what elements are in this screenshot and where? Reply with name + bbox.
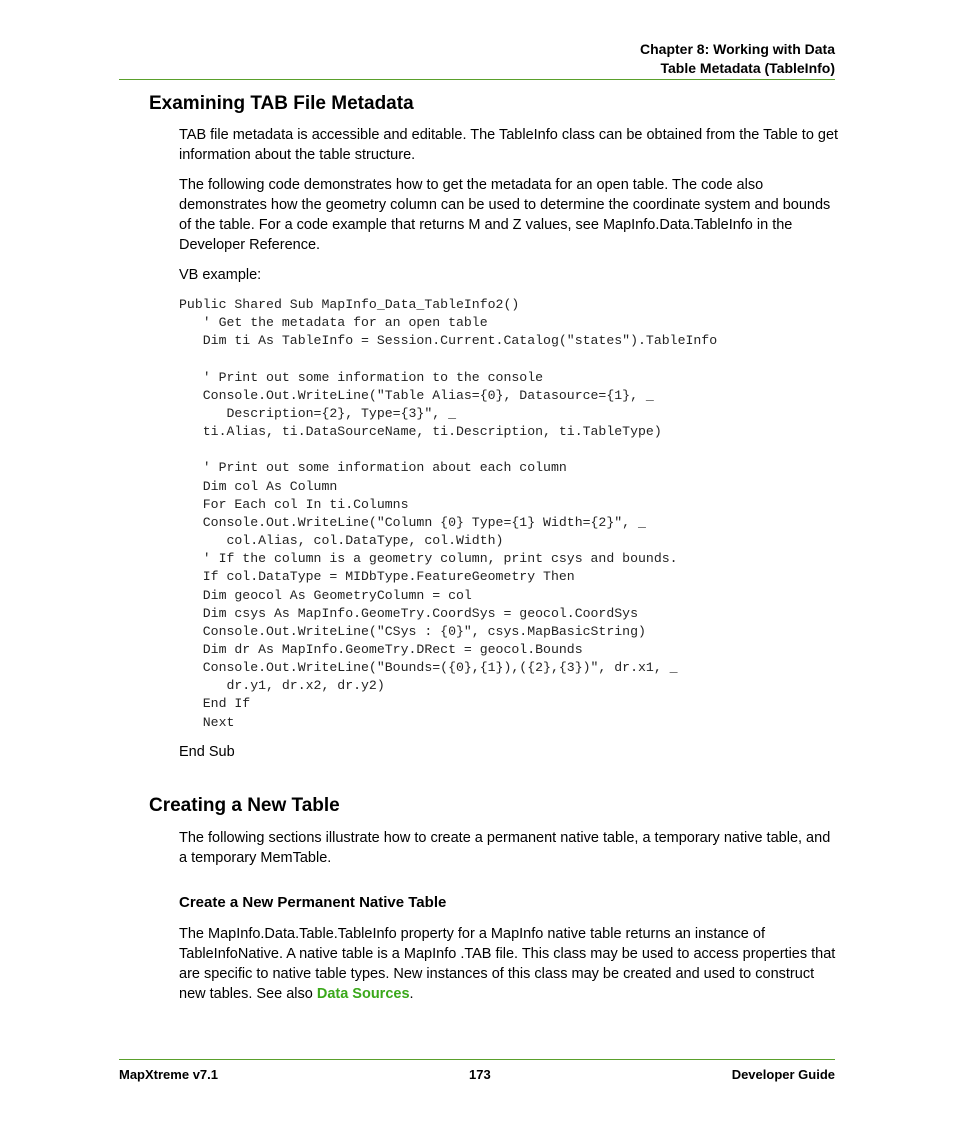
section-title: Table Metadata (TableInfo) xyxy=(660,60,835,76)
data-sources-link[interactable]: Data Sources xyxy=(316,986,410,1002)
footer-page-number: 173 xyxy=(469,1067,491,1082)
paragraph: TAB file metadata is accessible and editable. The TableInfo class can be obtained from the Table to get information about the table structure. xyxy=(179,127,839,163)
heading-examining-tab: Examining TAB File Metadata xyxy=(149,93,414,114)
code-block: Public Shared Sub MapInfo_Data_TableInfo2() ' Get the metadata for an open table Dim ti As TableInfo = Session.Current.Catalog("states").TableInfo ' Print out some information to the console Console.Out.WriteLine("Table Alias={0}, Datasource={1}, _ Description={2}, Type={3}", _ ti.Alias, ti.DataSourceName, ti.Description, ti.TableType) ' Print out some information about each column Dim col As Column For Each col In ti.Columns Console.Out.WriteLine("Column {0} Type={1} Width={2}", _ col.Alias, col.DataType, col.Width) ' If the column is a geometry column, print csys and bounds. If col.DataType = MIDbType.FeatureGeometry Then Dim geocol As GeometryColumn = col Dim csys As MapInfo.GeomeTry.CoordSys = geocol.CoordSys Console.Out.WriteLine("CSys : {0}", csys.MapBasicString) Dim dr As MapInfo.GeomeTry.DRect = geocol.Bounds Console.Out.WriteLine("Bounds=({0},{1}),({2},{3})", dr.x1, _ dr.y1, dr.x2, dr.y2) End If Next xyxy=(179,297,718,730)
running-header xyxy=(640,40,835,78)
footer-guide: Developer Guide xyxy=(731,1067,835,1082)
paragraph-end: . xyxy=(409,986,414,1002)
paragraph: The following code demonstrates how to get the metadata for an open table. The code also demonstrates how the geometry column can be used to determine the coordinate system and bounds of the table. For a code example that returns M and Z values, see MapInfo.Data.TableInfo in the Developer Reference. xyxy=(179,177,831,253)
footer-rule xyxy=(119,1059,835,1060)
footer-product: MapXtreme v7.1 xyxy=(119,1067,218,1082)
paragraph: The following sections illustrate how to create a permanent native table, a temporary native table, and a temporary MemTable. xyxy=(179,830,831,866)
header-rule xyxy=(119,79,835,80)
paragraph: VB example: xyxy=(179,267,262,283)
subheading-permanent-native: Create a New Permanent Native Table xyxy=(179,894,447,911)
paragraph xyxy=(179,924,839,1004)
chapter-title: Chapter 8: Working with Data xyxy=(640,41,835,57)
code-end-line: End Sub xyxy=(179,744,235,760)
paragraph-text: The MapInfo.Data.Table.TableInfo property for a MapInfo native table returns an instance of TableInfoNative. A native table is a MapInfo .TAB file. This class may be used to access properties that are specific to native table types. New instances of this class may be created and used to construct new tables. See also xyxy=(179,926,836,1002)
heading-creating-table: Creating a New Table xyxy=(149,795,340,816)
